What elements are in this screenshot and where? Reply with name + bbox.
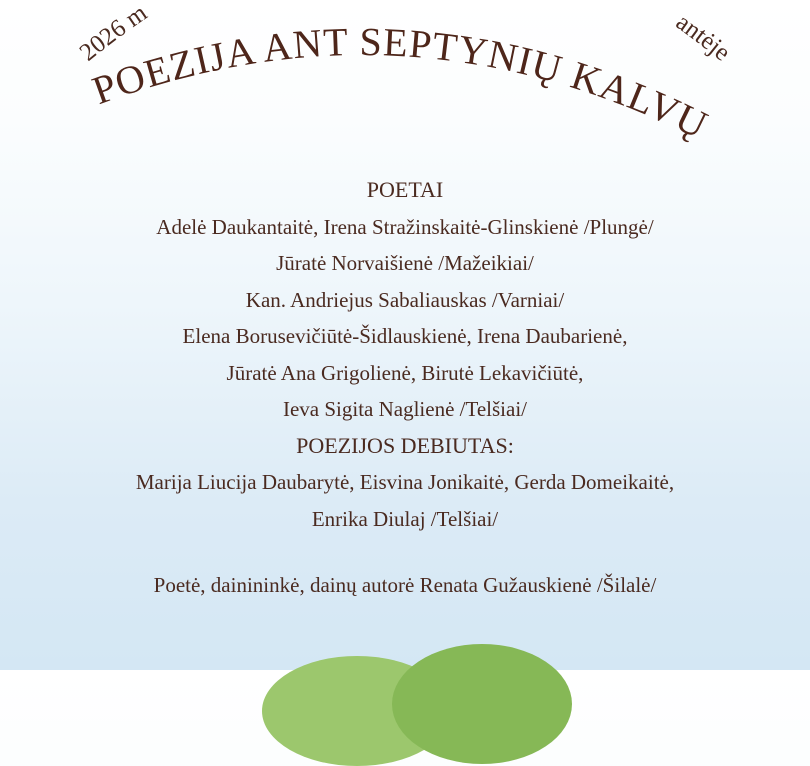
- poets-line: Ieva Sigita Naglienė /Telšiai/: [282, 397, 528, 421]
- poets-line: Jūratė Ana Grigolienė, Birutė Lekavičiūtė,: [226, 360, 584, 385]
- green-hill-right: [392, 644, 572, 764]
- poets-line: Jūratė Norvaišienė /Mažeikiai/: [276, 251, 534, 275]
- debut-line: Marija Liucija Daubarytė, Eisvina Jonikaitė, Gerda Domeikaitė,: [135, 470, 675, 494]
- poem-credits: [0, 172, 810, 604]
- header-top-left-text: 2026 m: [74, 0, 153, 67]
- debut-heading: POEZIJOS DEBIUTAS:: [296, 432, 514, 458]
- poets-line: Adelė Daukantaitė, Irena Stražinskaitė-Glinskienė /Plungė/: [156, 214, 654, 239]
- guest-line: Poetė, dainininkė, dainų autorė Renata Gužauskienė /Šilalė/: [153, 573, 657, 597]
- poets-line: Kan. Andriejus Sabaliauskas /Varniai/: [245, 287, 565, 312]
- section-spacer: [0, 537, 810, 567]
- poets-heading: POETAI: [366, 177, 444, 202]
- poets-line: Elena Borusevičiūtė-Šidlauskienė, Irena Daubarienė,: [182, 324, 628, 348]
- header-top-right-text: antėje: [671, 8, 736, 67]
- debut-line: Enrika Diulaj /Telšiai/: [311, 506, 499, 531]
- page-title: POEZIJA ANT SEPTYNIŲ KALVŲ: [86, 19, 716, 148]
